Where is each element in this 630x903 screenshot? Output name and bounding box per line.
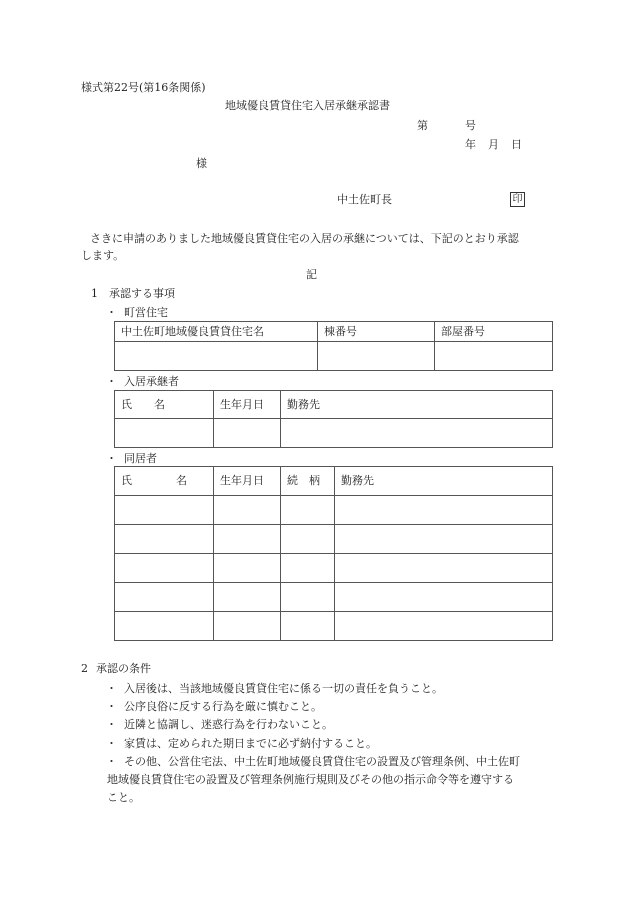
successor-header-workplace: 勤務先 (281, 391, 553, 419)
cohabitants-header-workplace: 勤務先 (335, 467, 553, 496)
cohabitant-relationship-cell[interactable] (281, 612, 335, 641)
table-row (115, 554, 553, 583)
table-row (115, 496, 553, 525)
cohabitants-bullet: ・ (106, 452, 117, 465)
housing-room-cell[interactable] (435, 342, 553, 371)
cohabitant-workplace-cell[interactable] (335, 554, 553, 583)
condition-bullet: ・ (106, 682, 117, 695)
cohabitant-workplace-cell[interactable] (335, 496, 553, 525)
condition-4: 家賃は、定められた期日までに必ず納付すること。 (124, 737, 377, 750)
document-title: 地域優良賃貸住宅入居承継承認書 (225, 99, 390, 112)
table-row (115, 583, 553, 612)
cohabitant-birthdate-cell[interactable] (214, 525, 281, 554)
successor-birthdate-cell[interactable] (214, 419, 281, 448)
issuer: 中土佐町長 (337, 193, 392, 206)
condition-bullet: ・ (106, 737, 117, 750)
housing-name-cell[interactable] (115, 342, 318, 371)
cohabitant-workplace-cell[interactable] (335, 583, 553, 612)
date-day: 日 (511, 138, 522, 151)
section1-heading: 承認する事項 (109, 287, 175, 300)
condition-5-line3: こと。 (107, 791, 140, 804)
cohabitant-relationship-cell[interactable] (281, 525, 335, 554)
table-row (115, 419, 553, 448)
successor-header-row (115, 391, 553, 419)
cohabitant-birthdate-cell[interactable] (214, 583, 281, 612)
housing-header-name: 中土佐町地域優良賃貸住宅名 (115, 322, 318, 342)
successor-label: 入居承継者 (124, 375, 179, 388)
condition-5: その他、公営住宅法、中土佐町地域優良賃貸住宅の設置及び管理条例、中土佐町 (124, 755, 520, 768)
housing-header-row (115, 322, 553, 342)
cohabitant-relationship-cell[interactable] (281, 496, 335, 525)
form-number: 様式第22号(第16条関係) (81, 81, 206, 94)
cohabitants-header-name: 氏 名 (115, 467, 214, 496)
doc-number-prefix: 第 (417, 119, 428, 132)
section1-number: 1 (91, 287, 98, 300)
cohabitant-relationship-cell[interactable] (281, 554, 335, 583)
table-row (115, 612, 553, 641)
successor-name-cell[interactable] (115, 419, 214, 448)
doc-number-suffix: 号 (465, 119, 476, 132)
condition-3: 近隣と協調し、迷惑行為を行わないこと。 (124, 718, 333, 731)
section2-number: 2 (81, 662, 88, 675)
condition-bullet: ・ (106, 755, 117, 768)
housing-label: 町営住宅 (124, 306, 168, 319)
cohabitants-label: 同居者 (124, 452, 157, 465)
cohabitant-name-cell[interactable] (115, 612, 214, 641)
section2-heading: 承認の条件 (96, 662, 151, 675)
housing-table (114, 321, 553, 371)
seal-mark: 印 (510, 192, 525, 207)
condition-1: 入居後は、当該地域優良賃貸住宅に係る一切の責任を負うこと。 (124, 682, 443, 695)
cohabitants-table (114, 466, 553, 641)
date-year: 年 (465, 138, 476, 151)
condition-bullet: ・ (106, 700, 117, 713)
cohabitant-name-cell[interactable] (115, 496, 214, 525)
cohabitants-header-birthdate: 生年月日 (214, 467, 281, 496)
cohabitant-name-cell[interactable] (115, 525, 214, 554)
addressee-suffix: 様 (196, 157, 207, 170)
date-month: 月 (488, 138, 499, 151)
cohabitant-relationship-cell[interactable] (281, 583, 335, 612)
cohabitants-header-relationship: 続 柄 (281, 467, 335, 496)
cohabitant-birthdate-cell[interactable] (214, 554, 281, 583)
cohabitant-birthdate-cell[interactable] (214, 496, 281, 525)
condition-2: 公序良俗に反する行為を厳に慎むこと。 (124, 700, 322, 713)
cohabitants-header-row (115, 467, 553, 496)
housing-building-cell[interactable] (318, 342, 435, 371)
body-paragraph-line1: さきに申請のありました地域優良賃貸住宅の入居の承継については、下記のとおり承認 (90, 232, 519, 245)
cohabitant-workplace-cell[interactable] (335, 612, 553, 641)
cohabitant-name-cell[interactable] (115, 554, 214, 583)
ki-label: 記 (306, 268, 317, 281)
condition-5-line2: 地域優良賃貸住宅の設置及び管理条例施行規則及びその他の指示命令等を遵守する (107, 773, 514, 786)
housing-header-room: 部屋番号 (435, 322, 553, 342)
table-row (115, 525, 553, 554)
cohabitant-workplace-cell[interactable] (335, 525, 553, 554)
successor-table (114, 390, 553, 448)
successor-header-birthdate: 生年月日 (214, 391, 281, 419)
table-row (115, 342, 553, 371)
cohabitant-name-cell[interactable] (115, 583, 214, 612)
successor-workplace-cell[interactable] (281, 419, 553, 448)
cohabitant-birthdate-cell[interactable] (214, 612, 281, 641)
condition-bullet: ・ (106, 718, 117, 731)
successor-bullet: ・ (106, 375, 117, 388)
successor-header-name: 氏 名 (115, 391, 214, 419)
body-paragraph-line2: します。 (81, 249, 125, 262)
housing-bullet: ・ (106, 306, 117, 319)
housing-header-building: 棟番号 (318, 322, 435, 342)
